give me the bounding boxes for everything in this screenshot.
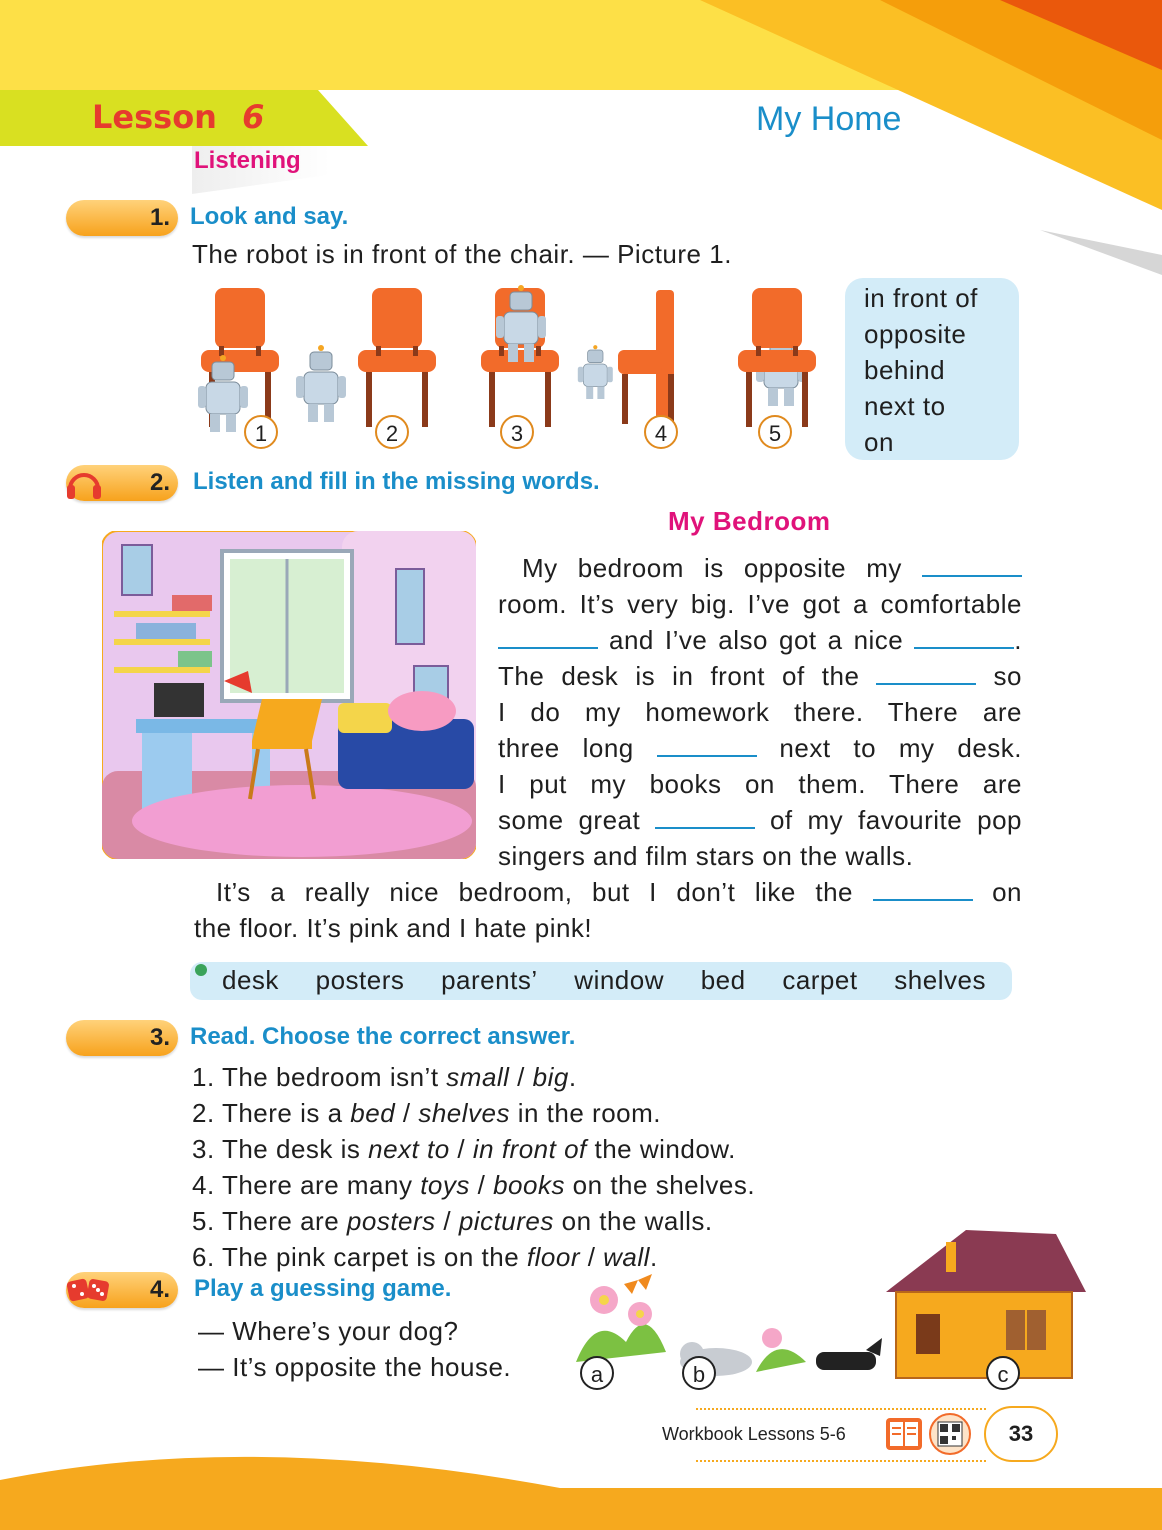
footer-wave — [0, 1440, 1162, 1530]
item-text: on the shelves. — [564, 1170, 756, 1200]
task2-number: 2. — [149, 469, 170, 496]
text-line: three long next to my desk. — [498, 733, 1022, 763]
item-number: 2. — [192, 1098, 215, 1128]
option-separator: / — [579, 1242, 604, 1272]
word-bank-item: window — [574, 965, 665, 995]
workbook-reference: Workbook Lessons 5-6 — [662, 1424, 846, 1444]
task3-item — [192, 1131, 755, 1167]
text-line: My bedroom is opposite my — [498, 550, 1022, 586]
text-line: and I’ve also got a nice . — [498, 622, 1022, 658]
option-separator: / — [509, 1062, 533, 1092]
item-text: . — [568, 1062, 577, 1092]
answer-blank[interactable] — [498, 625, 598, 649]
task2-title: Listen and fill in the missing words. — [193, 468, 600, 495]
item-number: 6. — [192, 1242, 215, 1272]
answer-option[interactable]: toys — [420, 1170, 470, 1200]
task3-title: Read. Choose the correct answer. — [190, 1023, 576, 1050]
answer-option[interactable]: shelves — [418, 1098, 510, 1128]
task1-title: Look and say. — [190, 203, 349, 230]
item-number: 1. — [192, 1062, 215, 1092]
answer-option[interactable]: next to — [368, 1134, 450, 1164]
bullet-icon — [195, 964, 207, 976]
option-separator: / — [469, 1170, 494, 1200]
task4-title: Play a guessing game. — [194, 1275, 452, 1302]
answer-option[interactable]: pictures — [458, 1206, 554, 1236]
task3-tab — [66, 1020, 178, 1056]
word-bank-item: shelves — [894, 965, 986, 995]
task3-item — [192, 1059, 755, 1095]
answer-blank[interactable] — [873, 877, 973, 901]
page-title: My Home — [756, 100, 902, 138]
picture-label-2: 2 — [375, 415, 409, 449]
word-box-item: in front of — [864, 283, 978, 313]
word-box-item: on — [864, 427, 894, 457]
answer-blank[interactable] — [876, 661, 976, 685]
dialogue-line: — It’s opposite the house. — [198, 1352, 512, 1382]
text-line: room. It’s very big. I’ve got a comfortable — [498, 589, 1022, 619]
word-bank-item: carpet — [782, 965, 858, 995]
task2-tab — [66, 465, 178, 501]
picture-label-4: 4 — [644, 415, 678, 449]
bedroom-text — [498, 550, 1022, 874]
item-text: There are many — [221, 1170, 421, 1200]
headphones-icon — [64, 465, 104, 501]
text-title: My Bedroom — [668, 506, 831, 536]
text-line: I do my homework there. There are — [498, 697, 1022, 727]
answer-option[interactable]: in front of — [472, 1134, 587, 1164]
picture-label-a: a — [580, 1356, 614, 1390]
task3-item — [192, 1167, 755, 1203]
text-line: some great of my favourite pop — [498, 805, 1022, 835]
item-text: in the room. — [510, 1098, 662, 1128]
text-line: the floor. It’s pink and I hate pink! — [194, 913, 593, 943]
task3-item — [192, 1095, 755, 1131]
text-line: It’s a really nice bedroom, but I don’t like the on — [216, 877, 1022, 907]
task4-tab — [66, 1272, 178, 1308]
lesson-number: 6 — [242, 98, 265, 136]
picture-label-1: 1 — [244, 415, 278, 449]
bedroom-illustration — [102, 531, 476, 859]
page-number: 33 — [1008, 1421, 1034, 1446]
option-separator: / — [449, 1134, 473, 1164]
item-text: There is a — [221, 1098, 351, 1128]
task1-number: 1. — [149, 204, 170, 231]
option-separator: / — [435, 1206, 459, 1236]
answer-option[interactable]: floor — [526, 1242, 580, 1272]
task1-example: The robot is in front of the chair. — Picture 1. — [192, 239, 732, 269]
item-text: There are — [221, 1206, 347, 1236]
word-bank-item: posters — [315, 965, 405, 995]
answer-option[interactable]: wall — [603, 1242, 650, 1272]
word-bank-item: parents’ — [441, 965, 538, 995]
word-bank-item: desk — [222, 965, 279, 995]
option-separator: / — [395, 1098, 419, 1128]
text-line: The desk is in front of the so — [498, 661, 1022, 691]
word-bank — [190, 962, 1012, 1000]
answer-option[interactable]: bed — [350, 1098, 396, 1128]
picture-label-5: 5 — [758, 415, 792, 449]
picture-label-b: b — [682, 1356, 716, 1390]
lesson-word: Lesson — [92, 98, 217, 136]
section-label: Listening — [194, 147, 301, 174]
answer-option[interactable]: big — [532, 1062, 569, 1092]
answer-blank[interactable] — [914, 625, 1014, 649]
answer-option[interactable]: books — [493, 1170, 565, 1200]
item-number: 4. — [192, 1170, 215, 1200]
dice-icon — [66, 1276, 110, 1304]
word-box-item: next to — [864, 391, 946, 421]
answer-option[interactable]: posters — [346, 1206, 436, 1236]
item-text: . — [649, 1242, 658, 1272]
item-number: 3. — [192, 1134, 215, 1164]
word-bank-item: bed — [700, 965, 746, 995]
preposition-word-box — [845, 278, 1019, 460]
picture-label-3: 3 — [500, 415, 534, 449]
answer-blank[interactable] — [657, 733, 757, 757]
picture-label-c: c — [986, 1356, 1020, 1390]
dialogue-line: — Where’s your dog? — [198, 1316, 459, 1346]
item-number: 5. — [192, 1206, 215, 1236]
answer-blank[interactable] — [922, 553, 1022, 577]
answer-blank[interactable] — [655, 805, 755, 829]
item-text: The desk is — [221, 1134, 369, 1164]
footer-dotted-line — [696, 1408, 986, 1410]
task4-number: 4. — [149, 1276, 170, 1303]
word-box-item: opposite — [864, 319, 967, 349]
text-line: singers and film stars on the walls. — [498, 841, 914, 871]
bedroom-text-continued — [194, 874, 1022, 946]
item-text: The pink carpet is on the — [221, 1242, 527, 1272]
task1-tab — [66, 200, 178, 236]
answer-option[interactable]: small — [446, 1062, 510, 1092]
lesson-label — [92, 98, 264, 136]
task3-number: 3. — [149, 1024, 170, 1051]
item-text: The bedroom isn’t — [221, 1062, 447, 1092]
task4-dialogue — [198, 1313, 511, 1385]
word-box-item: behind — [864, 355, 946, 385]
text-line: I put my books on them. There are — [498, 769, 1022, 799]
item-text: on the walls. — [553, 1206, 713, 1236]
item-text: the window. — [586, 1134, 736, 1164]
